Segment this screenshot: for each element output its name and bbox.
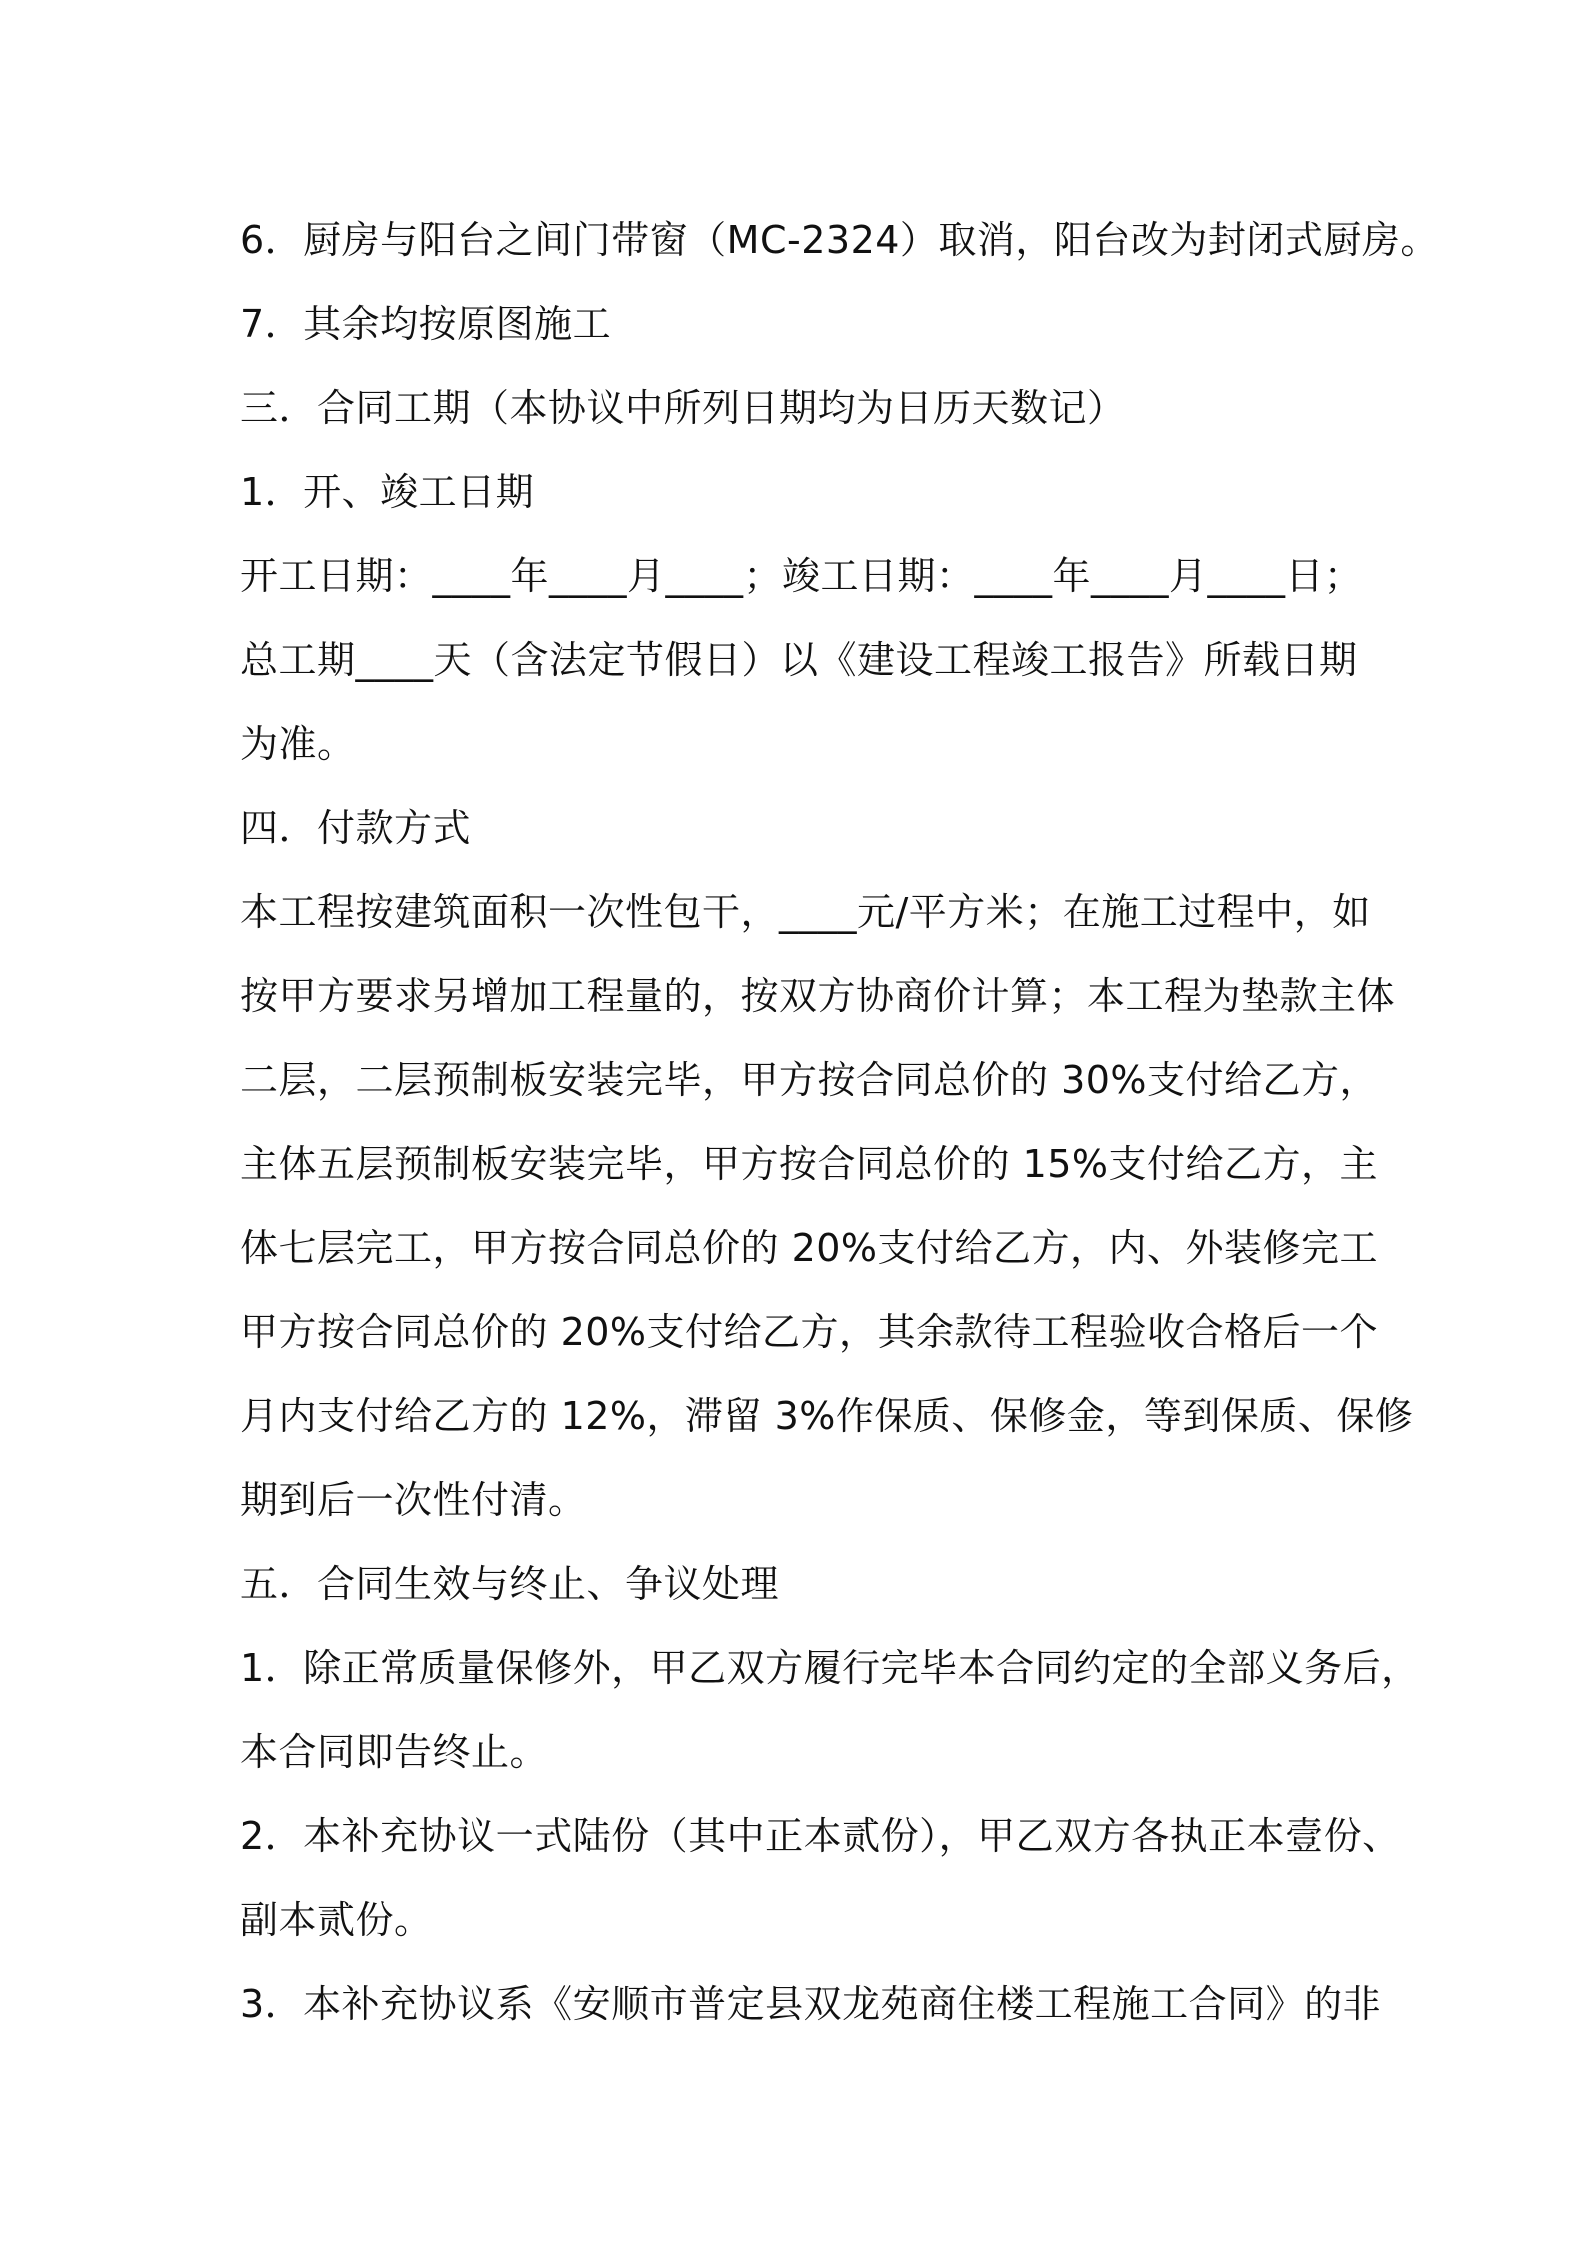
total-duration-line-cont: 为准。 — [240, 722, 356, 766]
payment-paragraph-line: 二层，二层预制板安装完毕，甲方按合同总价的 30%支付给乙方， — [240, 1058, 1379, 1102]
payment-paragraph-line: 甲方按合同总价的 20%支付给乙方，其余款待工程验收合格后一个 — [240, 1310, 1379, 1354]
document-body — [240, 198, 1439, 2046]
start-completion-dates: 开工日期：____年____月____；竣工日期：____年____月____日； — [240, 554, 1363, 598]
section-5-item-2: 2．本补充协议一式陆份（其中正本贰份），甲乙双方各执正本壹份、 — [240, 1814, 1401, 1858]
payment-paragraph-line: 月内支付给乙方的 12%，滞留 3%作保质、保修金，等到保质、保修 — [240, 1394, 1414, 1438]
section-4-heading: 四．付款方式 — [240, 806, 472, 850]
total-duration-line: 总工期____天（含法定节假日）以《建设工程竣工报告》所载日期 — [240, 638, 1358, 682]
clause-7-remaining-work: 7．其余均按原图施工 — [240, 302, 612, 346]
payment-paragraph-line: 主体五层预制板安装完毕，甲方按合同总价的 15%支付给乙方，主 — [240, 1142, 1379, 1186]
section-5-item-1-cont: 本合同即告终止。 — [240, 1730, 549, 1774]
payment-paragraph-line: 按甲方要求另增加工程量的，按双方协商价计算；本工程为垫款主体 — [240, 974, 1396, 1018]
clause-6-kitchen-window: 6．厨房与阳台之间门带窗（MC-2324）取消，阳台改为封闭式厨房。 — [240, 218, 1439, 262]
section-5-heading: 五．合同生效与终止、争议处理 — [240, 1562, 780, 1606]
section-5-item-3: 3．本补充协议系《安顺市普定县双龙苑商住楼工程施工合同》的非 — [240, 1982, 1382, 2026]
payment-paragraph-line: 本工程按建筑面积一次性包干，____元/平方米；在施工过程中，如 — [240, 890, 1371, 934]
payment-paragraph-line: 期到后一次性付清。 — [240, 1478, 587, 1522]
section-3-heading: 三．合同工期（本协议中所列日期均为日历天数记） — [240, 386, 1126, 430]
section-5-item-2-cont: 副本贰份。 — [240, 1898, 433, 1942]
section-3-item-1: 1．开、竣工日期 — [240, 470, 535, 514]
payment-paragraph-line: 体七层完工，甲方按合同总价的 20%支付给乙方，内、外装修完工 — [240, 1226, 1379, 1270]
section-5-item-1: 1．除正常质量保修外，甲乙双方履行完毕本合同约定的全部义务后， — [240, 1646, 1420, 1690]
